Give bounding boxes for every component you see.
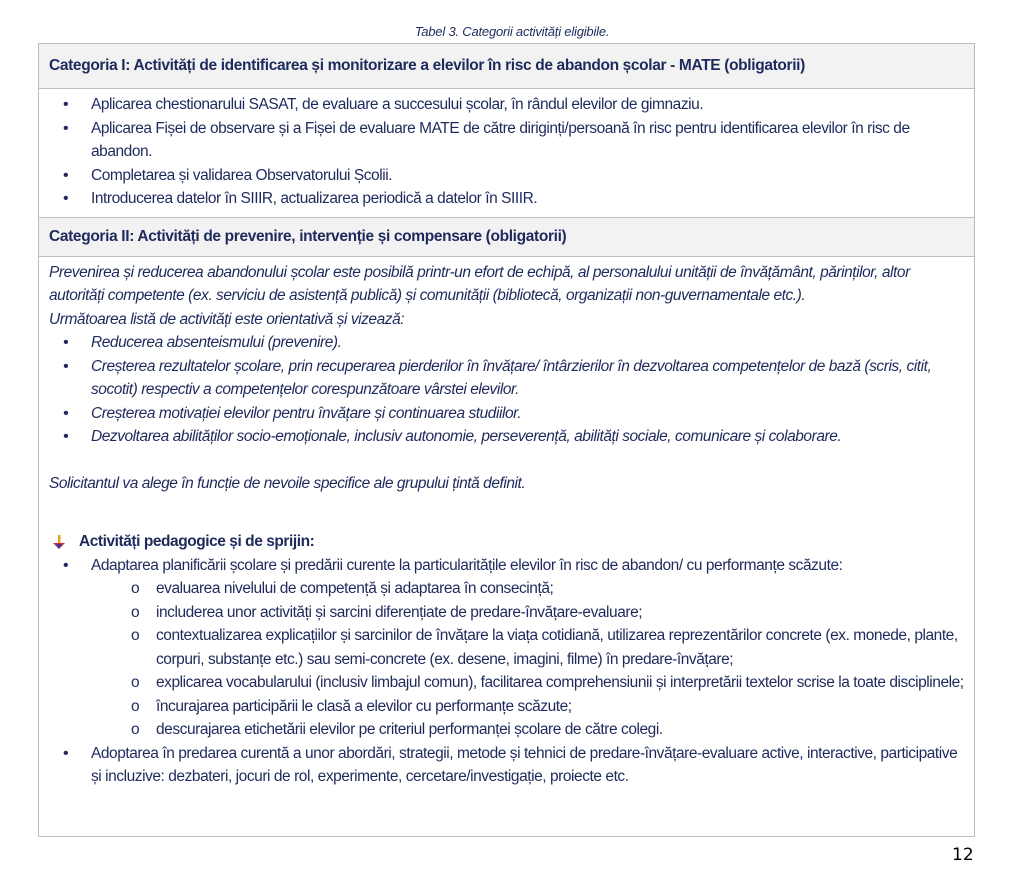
list-item: • Introducerea datelor în SIIIR, actualizarea periodică a datelor în SIIIR. <box>49 187 964 211</box>
list-intro: Următoarea listă de activități este orientativă și vizează: <box>49 310 405 328</box>
arrow-down-icon <box>51 534 67 550</box>
table-caption: Tabel 3. Categorii activități eligibile. <box>414 24 610 39</box>
list-item: • Creșterea motivației elevilor pentru învățare și continuarea studiilor. <box>49 402 964 426</box>
category-1-header: Categoria I: Activități de identificarea și monitorizare a elevilor în risc de abandon școlar - MATE (obligatorii) <box>39 44 974 89</box>
note: Solicitantul va alege în funcție de nevoile specifice ale grupului țintă definit. <box>49 474 526 492</box>
intro-paragraph: Prevenirea și reducerea abandonului școlar este posibilă printr-un efort de echipă, al personalului unității de învățământ, părinților, altor autorități competente (ex. serviciu de asistență publică) și comunității (bibliotecă, organizații non-guvernamentale etc.). <box>49 263 910 304</box>
list-item: • Aplicarea chestionarului SASAT, de evaluare a succesului școlar, în rândul elevilor de gimnaziu. <box>49 93 964 117</box>
list-item: • Creșterea rezultatelor școlare, prin recuperarea pierderilor în învățare/ întârzierilor în dezvoltarea competențelor de bază (scris, citit, socotit) respectiv a competențelor corespunzătoare vârstei elevilor. <box>49 355 964 402</box>
sub-list-item: o încurajarea participării le clasă a elevilor cu performanțe scăzute; <box>49 695 964 719</box>
sub-list-item: o includerea unor activități și sarcini diferențiate de predare-învățare-evaluare; <box>49 601 964 625</box>
sub-list-item: o explicarea vocabularului (inclusiv limbajul comun), facilitarea comprehensiunii și interpretării textelor scrise la toate disciplinele; <box>49 671 964 695</box>
list-item: • Aplicarea Fișei de observare și a Fișei de evaluare MATE de către diriginți/persoană în risc pentru identificarea elevilor în risc de abandon. <box>49 117 964 164</box>
list-item <box>49 554 964 742</box>
list-item: • Dezvoltarea abilităților socio-emoționale, inclusiv autonomie, perseverență, abilități sociale, comunicare și colaborare. <box>49 425 964 449</box>
list-item: • Adoptarea în predarea curentă a unor abordări, strategii, metode și tehnici de predare-învățare-evaluare active, interactive, participative și incluzive: dezbateri, jocuri de rol, experimente, cercetare/investigație, proiecte etc. <box>49 742 964 789</box>
category-2-header: Categoria II: Activități de prevenire, intervenție și compensare (obligatorii) <box>39 217 974 257</box>
subsection-title: Activități pedagogice și de sprijin: <box>79 533 315 550</box>
list-item: • Reducerea absenteismului (prevenire). <box>49 331 964 355</box>
list-item-text: Adaptarea planificării școlare și predării curente la particularitățile elevilor în risc de abandon/ cu performanțe scăzute: <box>91 556 843 574</box>
sub-list-item: o evaluarea nivelului de competență și adaptarea în consecință; <box>49 577 964 601</box>
eligible-activities-table <box>38 43 975 837</box>
page-number: 12 <box>952 845 974 865</box>
category-1-body <box>39 89 974 217</box>
sub-list-item: o contextualizarea explicațiilor și sarcinilor de învățare la viața cotidiană, utilizarea reprezentărilor concrete (ex. monede, plante, corpuri, substanțe etc.) sau semi-concrete (ex. desene, imagini, filme) în predare-învățare; <box>49 624 964 671</box>
subsection-heading <box>49 530 964 554</box>
list-item: • Completarea și validarea Observatorului Școlii. <box>49 164 964 188</box>
category-2-body <box>39 257 974 795</box>
sub-list-item: o descurajarea etichetării elevilor pe criteriul performanței școlare de către colegi. <box>49 718 964 742</box>
